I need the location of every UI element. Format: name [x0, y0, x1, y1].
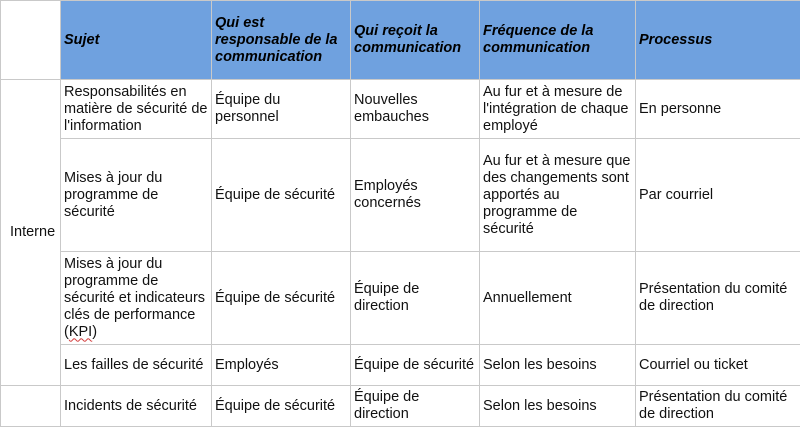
cell-sujet: Incidents de sécurité — [61, 386, 212, 427]
header-processus: Processus — [636, 1, 800, 80]
cell-responsable: Employés — [212, 345, 351, 386]
cell-processus: Présentation du comité de direction — [636, 386, 800, 427]
cell-frequence: Annuellement — [480, 252, 636, 345]
table-row — [1, 252, 800, 345]
cell-destinataire: Équipe de sécurité — [351, 345, 480, 386]
cell-sujet: Responsabilités en matière de sécurité de l'information — [61, 80, 212, 139]
cell-responsable: Équipe du personnel — [212, 80, 351, 139]
cell-frequence: Au fur et à mesure que des changements sont apportés au programme de sécurité — [480, 139, 636, 252]
cell-responsable: Équipe de sécurité — [212, 252, 351, 345]
header-frequence: Fréquence de la communication — [480, 1, 636, 80]
cell-destinataire: Nouvelles embauches — [351, 80, 480, 139]
cell-destinataire: Employés concernés — [351, 139, 480, 252]
header-responsable: Qui est responsable de la communication — [212, 1, 351, 80]
group-label-cell: Interne — [1, 80, 61, 386]
cell-processus: Présentation du comité de direction — [636, 252, 800, 345]
header-blank-cell — [1, 1, 61, 80]
cell-destinataire: Équipe de direction — [351, 386, 480, 427]
cell-processus: En personne — [636, 80, 800, 139]
cell-destinataire: Équipe de direction — [351, 252, 480, 345]
table-row — [1, 386, 800, 427]
header-destinataire: Qui reçoit la communication — [351, 1, 480, 80]
cell-frequence: Au fur et à mesure de l'intégration de chaque employé — [480, 80, 636, 139]
table-row — [1, 345, 800, 386]
table-row — [1, 139, 800, 252]
cell-frequence: Selon les besoins — [480, 386, 636, 427]
cell-processus: Par courriel — [636, 139, 800, 252]
group-blank-cell — [1, 386, 61, 427]
header-sujet: Sujet — [61, 1, 212, 80]
cell-processus: Courriel ou ticket — [636, 345, 800, 386]
cell-sujet: Mises à jour du programme de sécurité — [61, 139, 212, 252]
table-row — [1, 80, 800, 139]
cell-responsable: Équipe de sécurité — [212, 386, 351, 427]
sujet-text-suffix: ) — [92, 323, 98, 340]
cell-frequence: Selon les besoins — [480, 345, 636, 386]
cell-sujet — [61, 252, 212, 345]
sujet-text-prefix: Mises à jour du programme de sécurité et indicateurs clés de performance ( — [64, 255, 206, 340]
cell-sujet: Les failles de sécurité — [61, 345, 212, 386]
cell-responsable: Équipe de sécurité — [212, 139, 351, 252]
kpi-spellcheck-word: KPI — [68, 323, 93, 340]
header-row — [1, 1, 800, 80]
